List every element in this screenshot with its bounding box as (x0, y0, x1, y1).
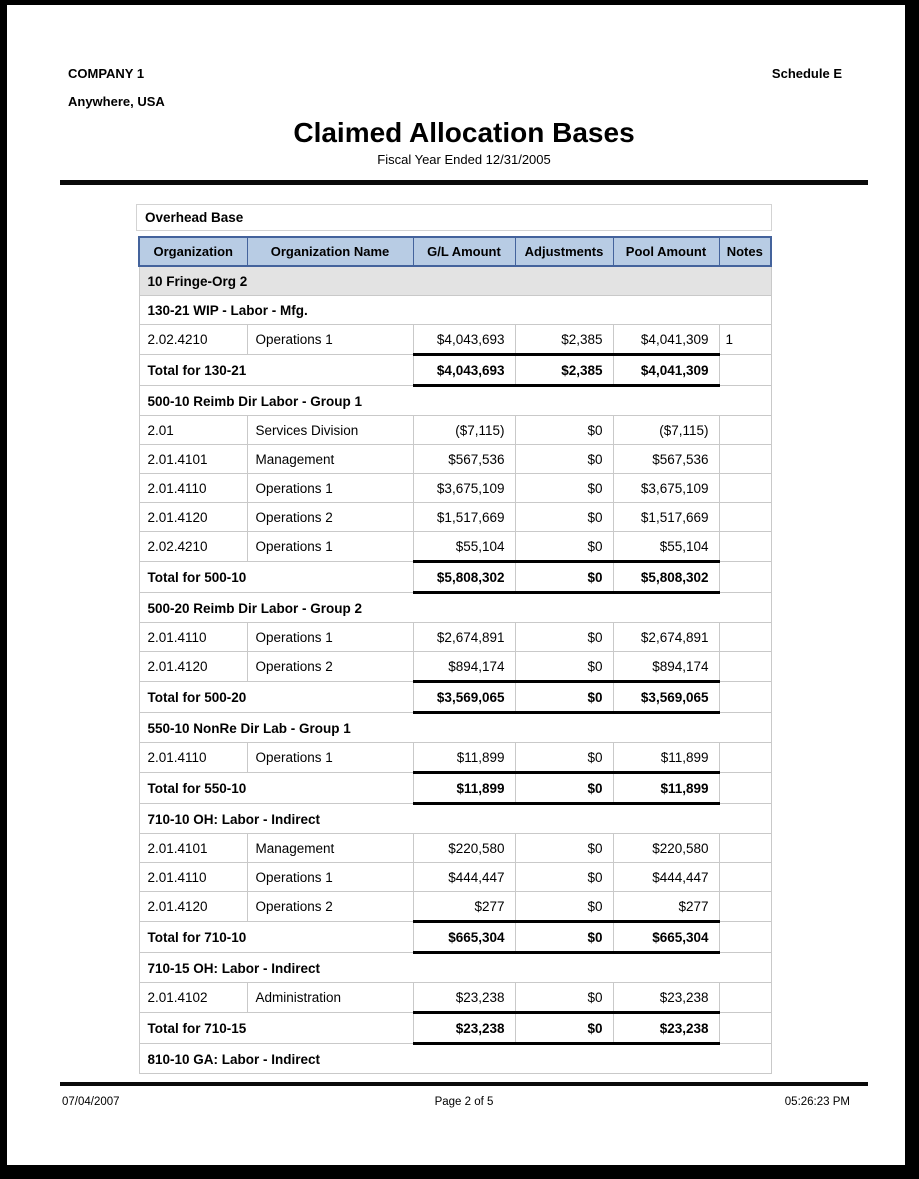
pool-amount-cell: $4,041,309 (613, 325, 719, 355)
pool-amount-cell: $1,517,669 (613, 503, 719, 532)
pool-amount-cell: $894,174 (613, 652, 719, 682)
pool-amount-cell: $2,674,891 (613, 623, 719, 652)
adjustments-cell: $0 (515, 445, 613, 474)
gl-amount-cell: $3,675,109 (413, 474, 515, 503)
organization-cell: 2.01.4110 (139, 623, 247, 652)
total-label: Total for 130-21 (139, 355, 413, 386)
notes-cell (719, 623, 771, 652)
organization-name-cell: Services Division (247, 416, 413, 445)
section-label: 130-21 WIP - Labor - Mfg. (139, 296, 771, 325)
data-row (139, 416, 771, 445)
adjustments-cell: $0 (515, 834, 613, 863)
notes-cell (719, 503, 771, 532)
footer-page-number: Page 2 of 5 (434, 1096, 494, 1108)
header-rule (60, 180, 868, 185)
organization-cell: 2.01.4120 (139, 892, 247, 922)
column-header-organization: Organization (139, 237, 247, 266)
notes-cell (719, 652, 771, 682)
organization-name-cell: Management (247, 834, 413, 863)
column-header-pool-amount: Pool Amount (613, 237, 719, 266)
gl-amount-cell: $277 (413, 892, 515, 922)
adjustments-cell: $0 (515, 652, 613, 682)
section-label: 500-10 Reimb Dir Labor - Group 1 (139, 386, 771, 416)
adjustments-cell: $0 (515, 474, 613, 503)
total-gl-amount: $11,899 (413, 773, 515, 804)
section-label: 550-10 NonRe Dir Lab - Group 1 (139, 713, 771, 743)
gl-amount-cell: $1,517,669 (413, 503, 515, 532)
total-label: Total for 500-20 (139, 682, 413, 713)
pool-amount-cell: $3,675,109 (613, 474, 719, 503)
total-row (139, 1013, 771, 1044)
data-row (139, 983, 771, 1013)
adjustments-cell: $0 (515, 863, 613, 892)
column-header-adjustments: Adjustments (515, 237, 613, 266)
total-row (139, 682, 771, 713)
notes-cell (719, 532, 771, 562)
pool-amount-cell: $567,536 (613, 445, 719, 474)
total-adjustments: $0 (515, 682, 613, 713)
footer-rule (60, 1082, 868, 1086)
data-row (139, 863, 771, 892)
table-body (139, 266, 771, 1074)
data-row (139, 892, 771, 922)
organization-name-cell: Operations 2 (247, 652, 413, 682)
organization-cell: 2.01.4120 (139, 652, 247, 682)
section-row (139, 953, 771, 983)
organization-cell: 2.02.4210 (139, 325, 247, 355)
organization-cell: 2.01.4120 (139, 503, 247, 532)
gl-amount-cell: $444,447 (413, 863, 515, 892)
total-pool-amount: $665,304 (613, 922, 719, 953)
section-label: 710-15 OH: Labor - Indirect (139, 953, 771, 983)
organization-cell: 2.01 (139, 416, 247, 445)
title-block (60, 117, 868, 167)
notes-cell (719, 474, 771, 503)
pool-amount-cell: ($7,115) (613, 416, 719, 445)
total-adjustments: $0 (515, 1013, 613, 1044)
organization-cell: 2.01.4110 (139, 863, 247, 892)
adjustments-cell: $0 (515, 623, 613, 652)
data-row (139, 503, 771, 532)
section-row (139, 804, 771, 834)
total-notes (719, 562, 771, 593)
data-row (139, 532, 771, 562)
total-label: Total for 710-15 (139, 1013, 413, 1044)
company-name: COMPANY 1 (68, 66, 145, 81)
adjustments-cell: $0 (515, 892, 613, 922)
gl-amount-cell: $4,043,693 (413, 325, 515, 355)
notes-cell (719, 983, 771, 1013)
total-adjustments: $2,385 (515, 355, 613, 386)
footer-time: 05:26:23 PM (784, 1096, 850, 1108)
page-title: Claimed Allocation Bases (293, 117, 635, 148)
organization-name-cell: Operations 2 (247, 892, 413, 922)
total-row (139, 562, 771, 593)
total-pool-amount: $4,041,309 (613, 355, 719, 386)
gl-amount-cell: $55,104 (413, 532, 515, 562)
total-notes (719, 1013, 771, 1044)
organization-cell: 2.02.4210 (139, 532, 247, 562)
notes-cell (719, 416, 771, 445)
notes-cell (719, 892, 771, 922)
total-gl-amount: $5,808,302 (413, 562, 515, 593)
section-row (139, 296, 771, 325)
table-title: Overhead Base (136, 204, 772, 231)
total-gl-amount: $665,304 (413, 922, 515, 953)
organization-name-cell: Operations 2 (247, 503, 413, 532)
pool-amount-cell: $277 (613, 892, 719, 922)
organization-name-cell: Management (247, 445, 413, 474)
organization-cell: 2.01.4102 (139, 983, 247, 1013)
section-row (139, 593, 771, 623)
total-gl-amount: $3,569,065 (413, 682, 515, 713)
column-header-gl-amount: G/L Amount (413, 237, 515, 266)
column-header-row (139, 237, 771, 266)
pool-amount-cell: $220,580 (613, 834, 719, 863)
organization-name-cell: Operations 1 (247, 325, 413, 355)
total-pool-amount: $23,238 (613, 1013, 719, 1044)
section-row (139, 386, 771, 416)
adjustments-cell: $2,385 (515, 325, 613, 355)
allocation-bases-table (138, 236, 772, 1074)
section-label: 810-10 GA: Labor - Indirect (139, 1044, 771, 1074)
page-subtitle: Fiscal Year Ended 12/31/2005 (377, 152, 551, 167)
notes-cell (719, 863, 771, 892)
data-row (139, 623, 771, 652)
gl-amount-cell: $220,580 (413, 834, 515, 863)
group-row (139, 266, 771, 296)
total-notes (719, 355, 771, 386)
total-pool-amount: $11,899 (613, 773, 719, 804)
total-adjustments: $0 (515, 562, 613, 593)
notes-cell (719, 445, 771, 474)
section-label: 710-10 OH: Labor - Indirect (139, 804, 771, 834)
notes-cell: 1 (719, 325, 771, 355)
organization-name-cell: Operations 1 (247, 863, 413, 892)
total-pool-amount: $5,808,302 (613, 562, 719, 593)
total-row (139, 355, 771, 386)
data-row (139, 743, 771, 773)
data-row (139, 325, 771, 355)
organization-name-cell: Operations 1 (247, 532, 413, 562)
section-label: 500-20 Reimb Dir Labor - Group 2 (139, 593, 771, 623)
organization-cell: 2.01.4110 (139, 474, 247, 503)
total-label: Total for 500-10 (139, 562, 413, 593)
pool-amount-cell: $55,104 (613, 532, 719, 562)
organization-name-cell: Operations 1 (247, 474, 413, 503)
notes-cell (719, 743, 771, 773)
pool-amount-cell: $11,899 (613, 743, 719, 773)
total-notes (719, 682, 771, 713)
data-row (139, 445, 771, 474)
total-notes (719, 922, 771, 953)
total-gl-amount: $23,238 (413, 1013, 515, 1044)
gl-amount-cell: ($7,115) (413, 416, 515, 445)
gl-amount-cell: $567,536 (413, 445, 515, 474)
footer-date: 07/04/2007 (62, 1096, 120, 1108)
data-row (139, 834, 771, 863)
organization-cell: 2.01.4110 (139, 743, 247, 773)
organization-cell: 2.01.4101 (139, 834, 247, 863)
total-label: Total for 550-10 (139, 773, 413, 804)
gl-amount-cell: $11,899 (413, 743, 515, 773)
gl-amount-cell: $894,174 (413, 652, 515, 682)
data-row (139, 474, 771, 503)
gl-amount-cell: $2,674,891 (413, 623, 515, 652)
total-gl-amount: $4,043,693 (413, 355, 515, 386)
schedule-label: Schedule E (771, 66, 842, 81)
data-row (139, 652, 771, 682)
column-header-organization-name: Organization Name (247, 237, 413, 266)
total-notes (719, 773, 771, 804)
total-adjustments: $0 (515, 922, 613, 953)
total-row (139, 773, 771, 804)
total-label: Total for 710-10 (139, 922, 413, 953)
adjustments-cell: $0 (515, 532, 613, 562)
section-row (139, 1044, 771, 1074)
adjustments-cell: $0 (515, 983, 613, 1013)
organization-name-cell: Operations 1 (247, 743, 413, 773)
section-row (139, 713, 771, 743)
column-header-notes: Notes (719, 237, 771, 266)
gl-amount-cell: $23,238 (413, 983, 515, 1013)
total-pool-amount: $3,569,065 (613, 682, 719, 713)
organization-name-cell: Operations 1 (247, 623, 413, 652)
adjustments-cell: $0 (515, 416, 613, 445)
group-label: 10 Fringe-Org 2 (139, 266, 771, 296)
organization-cell: 2.01.4101 (139, 445, 247, 474)
total-row (139, 922, 771, 953)
adjustments-cell: $0 (515, 503, 613, 532)
adjustments-cell: $0 (515, 743, 613, 773)
pool-amount-cell: $444,447 (613, 863, 719, 892)
company-location: Anywhere, USA (68, 94, 165, 109)
notes-cell (719, 834, 771, 863)
document-page (7, 5, 905, 1165)
pool-amount-cell: $23,238 (613, 983, 719, 1013)
organization-name-cell: Administration (247, 983, 413, 1013)
total-adjustments: $0 (515, 773, 613, 804)
